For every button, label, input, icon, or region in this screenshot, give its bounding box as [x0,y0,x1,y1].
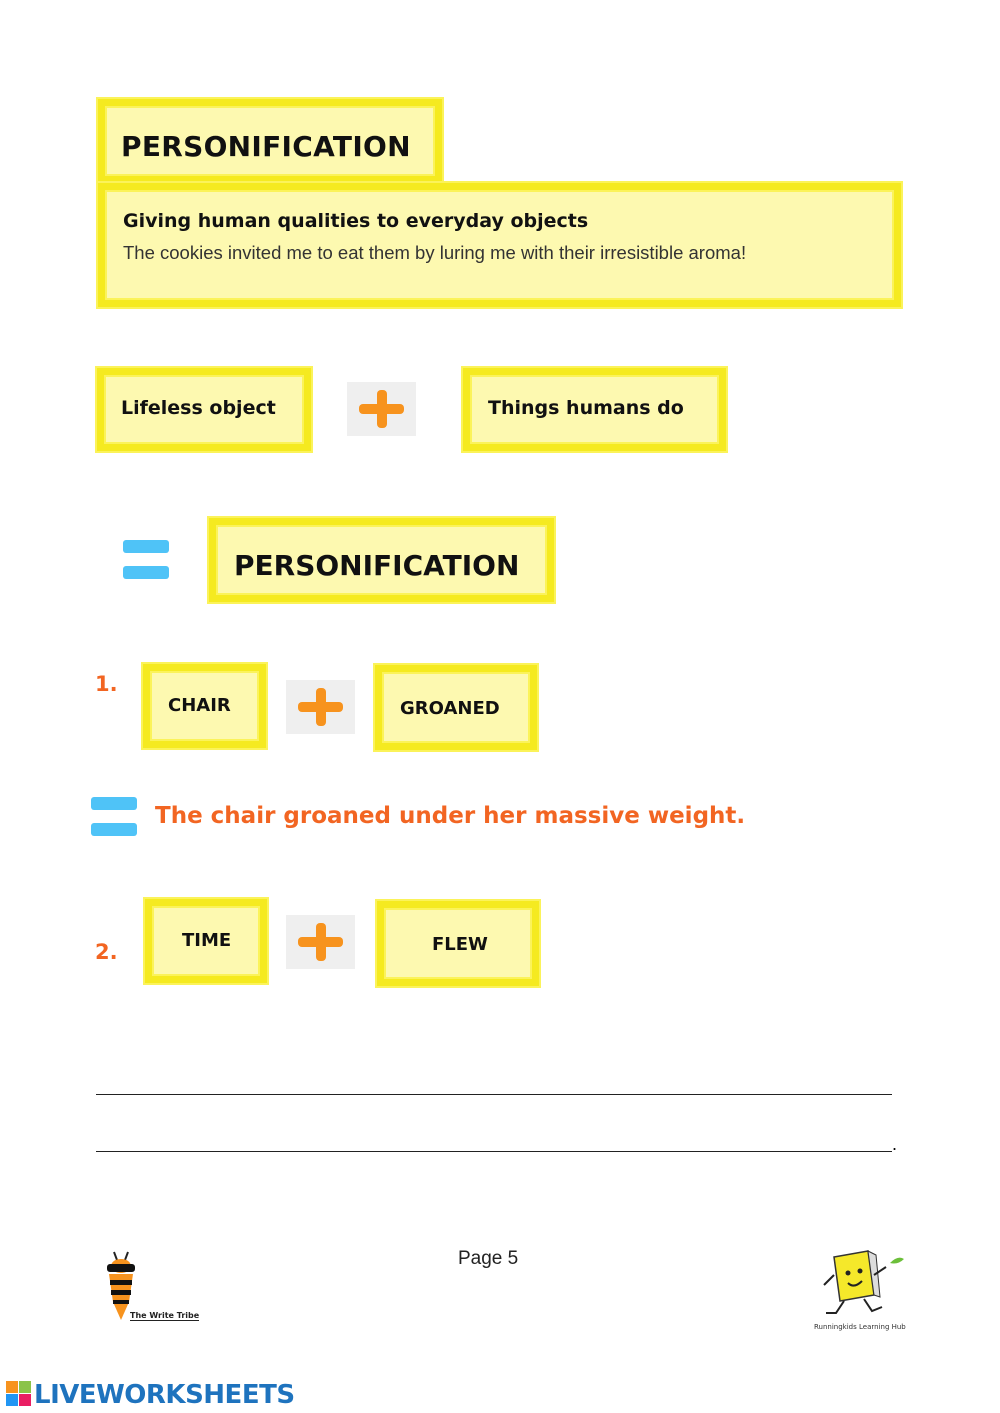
things-humans-do-box [463,368,726,451]
runningkids-logo [812,1245,908,1345]
definition-example: The cookies invited me to eat them by luring me with their irresistible aroma! [123,242,747,263]
exercise-2-number: 2. [95,940,118,964]
page-number: Page 5 [458,1248,519,1269]
result-box [209,518,554,602]
equals-icon [123,540,169,580]
plus-icon [286,915,355,969]
title-box [98,99,442,183]
brand-name[interactable]: LIVEWORKSHEETS [34,1380,295,1410]
liveworksheets-logo-icon [6,1381,32,1407]
exercise-1-verb: GROANED [400,698,500,719]
plus-icon [347,382,416,436]
definition-box [98,183,901,307]
exercise-2-verb: FLEW [432,934,488,955]
running-book-icon [816,1245,906,1319]
exercise-2-verb-box [377,901,539,986]
exercise-1-noun: CHAIR [168,695,231,716]
answer-line-1[interactable] [96,1094,892,1095]
write-tribe-logo [98,1250,208,1330]
exercise-1-noun-box [143,664,266,748]
page-title: PERSONIFICATION [121,130,411,163]
write-tribe-text: The Write Tribe [130,1311,200,1320]
exercise-1-answer: The chair groaned under her massive weight. [155,803,746,829]
things-humans-do-label: Things humans do [488,397,684,419]
equals-icon [91,797,137,837]
result-title: PERSONIFICATION [234,549,520,582]
definition-heading: Giving human qualities to everyday objects [123,210,589,232]
runningkids-text: Runningkids Learning Hub [814,1323,906,1331]
plus-icon [286,680,355,734]
exercise-2-noun: TIME [182,930,232,951]
exercise-1-number: 1. [95,672,118,696]
exercise-1-verb-box [375,665,537,750]
exercise-2-noun-box [145,899,267,983]
answer-line-end-mark: . [892,1134,898,1154]
answer-line-2[interactable] [96,1151,892,1152]
lifeless-object-label: Lifeless object [121,397,276,419]
lifeless-object-box [97,368,311,451]
